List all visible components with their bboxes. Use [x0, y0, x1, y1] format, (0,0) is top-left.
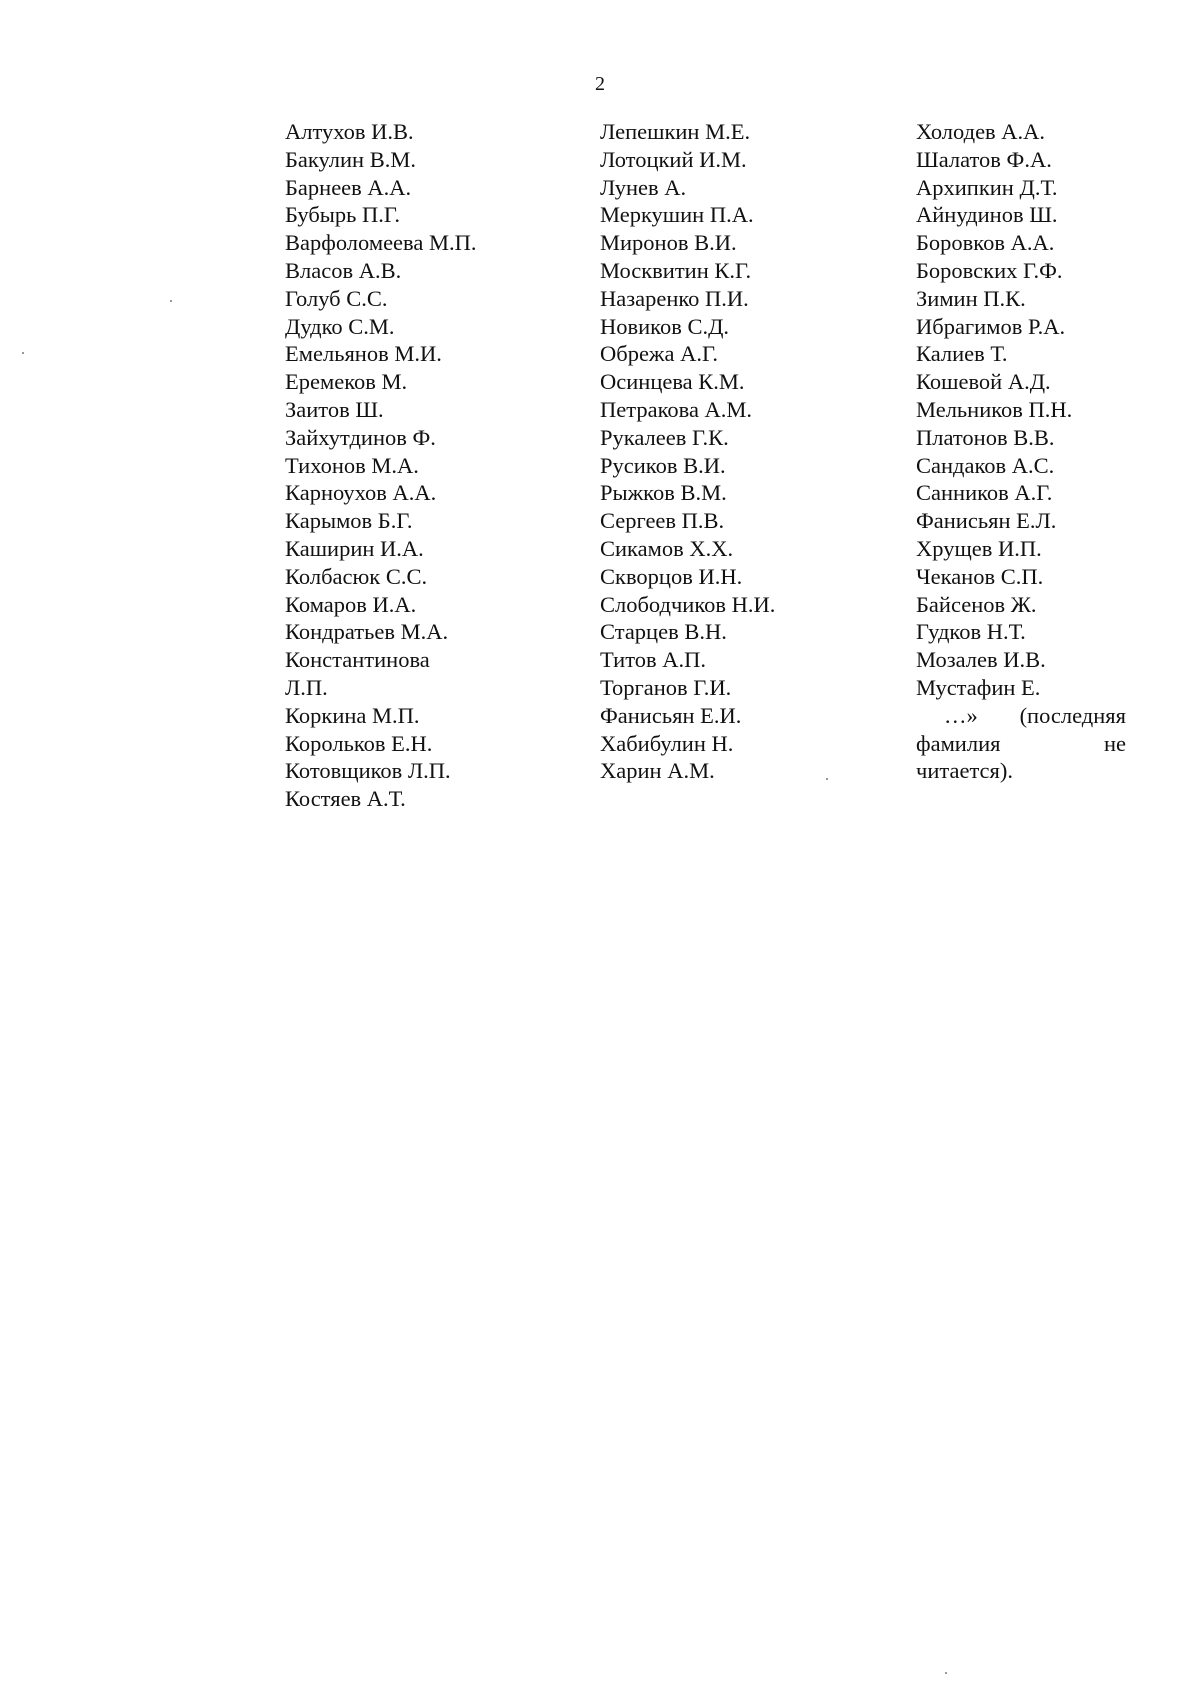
- name-entry: Карноухов А.А.: [285, 480, 437, 506]
- name-entry: Русиков В.И.: [600, 452, 726, 478]
- illegible-note: [916, 702, 1126, 785]
- name-entry: Карымов Б.Г.: [285, 508, 413, 534]
- name-entry: Кондратьев М.А.: [285, 619, 449, 645]
- name-column-1: [285, 118, 476, 813]
- name-entry: Лунев А.: [600, 174, 687, 200]
- name-entry: Миронов В.И.: [600, 230, 737, 256]
- scan-speck: [22, 352, 24, 354]
- name-entry: Емельянов М.И.: [285, 341, 442, 367]
- name-entry: Калиев Т.: [916, 341, 1008, 367]
- name-entry: Санников А.Г.: [916, 480, 1053, 506]
- note-ellipsis: …»: [944, 702, 978, 728]
- name-entry: Кошевой А.Д.: [916, 369, 1051, 395]
- name-column-3: [916, 118, 1126, 785]
- name-entry: Дудко С.М.: [285, 313, 395, 339]
- name-entry: Зайхутдинов Ф.: [285, 424, 436, 450]
- name-entry: Бакулин В.М.: [285, 146, 416, 172]
- name-entry: Варфоломеева М.П.: [285, 230, 477, 256]
- name-entry: Комаров И.А.: [285, 591, 417, 617]
- name-entry: Новиков С.Д.: [600, 313, 730, 339]
- name-entry: Алтухов И.В.: [285, 119, 414, 144]
- name-entry: Рыжков В.М.: [600, 480, 727, 506]
- name-entry: Торганов Г.И.: [600, 674, 732, 700]
- name-entry: Фанисьян Е.И.: [600, 702, 742, 728]
- scan-speck: [826, 778, 828, 780]
- name-entry: Барнеев А.А.: [285, 174, 412, 200]
- name-entry: Меркушин П.А.: [600, 202, 754, 228]
- name-entry: Боровских Г.Ф.: [916, 257, 1063, 283]
- name-entry: Тихонов М.А.: [285, 452, 419, 478]
- name-entry: Котовщиков Л.П.: [285, 758, 451, 784]
- name-entry: Мозалев И.В.: [916, 647, 1046, 673]
- name-entry: Лепешкин М.Е.: [600, 119, 751, 144]
- name-entry: Фанисьян Е.Л.: [916, 508, 1057, 534]
- note-text: читается).: [916, 758, 1013, 784]
- name-entry: Чеканов С.П.: [916, 563, 1044, 589]
- name-entry: Колбасюк С.С.: [285, 563, 428, 589]
- note-text: (последняя: [1019, 702, 1126, 728]
- name-entry: Хрущев И.П.: [916, 535, 1042, 561]
- name-entry: Мустафин Е.: [916, 674, 1041, 700]
- name-entry: Константинова: [285, 647, 430, 673]
- name-entry: Харин А.М.: [600, 758, 715, 784]
- name-entry: Осинцева К.М.: [600, 369, 745, 395]
- name-entry: Титов А.П.: [600, 647, 707, 673]
- name-entry: Сикамов Х.Х.: [600, 535, 734, 561]
- name-entry: Рукалеев Г.К.: [600, 424, 729, 450]
- name-entry: Бубырь П.Г.: [285, 202, 400, 228]
- name-entry: Сандаков А.С.: [916, 452, 1055, 478]
- name-entry: Каширин И.А.: [285, 535, 424, 561]
- page-number: 2: [595, 73, 605, 95]
- name-entry: Коркина М.П.: [285, 702, 420, 728]
- name-entry: Гудков Н.Т.: [916, 619, 1026, 645]
- note-text: фамилия: [916, 730, 1001, 756]
- name-entry: Власов А.В.: [285, 257, 402, 283]
- name-entry: Еремеков М.: [285, 369, 408, 395]
- name-entry: Москвитин К.Г.: [600, 257, 752, 283]
- name-entry: Скворцов И.Н.: [600, 563, 743, 589]
- name-entry: Корольков Е.Н.: [285, 730, 433, 756]
- name-entry: Архипкин Д.Т.: [916, 174, 1058, 200]
- name-entry: Заитов Ш.: [285, 396, 384, 422]
- name-entry: Платонов В.В.: [916, 424, 1055, 450]
- name-entry: Слободчиков Н.И.: [600, 591, 776, 617]
- name-entry: Зимин П.К.: [916, 285, 1026, 311]
- scan-speck: [170, 300, 172, 302]
- name-entry: Лотоцкий И.М.: [600, 146, 747, 172]
- name-entry: Старцев В.Н.: [600, 619, 727, 645]
- name-entry: Боровков А.А.: [916, 230, 1055, 256]
- name-entry: Ибрагимов Р.А.: [916, 313, 1066, 339]
- name-entry: Обрежа А.Г.: [600, 341, 719, 367]
- note-text: не: [1103, 730, 1126, 756]
- name-entry: Л.П.: [285, 674, 328, 700]
- name-entry: Назаренко П.И.: [600, 285, 749, 311]
- name-entry: Байсенов Ж.: [916, 591, 1037, 617]
- name-entry: Холодев А.А.: [916, 119, 1046, 144]
- name-entry: Мельников П.Н.: [916, 396, 1073, 422]
- name-entry: Костяев А.Т.: [285, 786, 406, 812]
- name-entry: Петракова А.М.: [600, 396, 753, 422]
- name-entry: Голуб С.С.: [285, 285, 388, 311]
- name-entry: Хабибулин Н.: [600, 730, 734, 756]
- name-column-2: [600, 118, 775, 785]
- scan-speck: [945, 1672, 947, 1674]
- name-entry: Сергеев П.В.: [600, 508, 725, 534]
- name-entry: Шалатов Ф.А.: [916, 146, 1052, 172]
- name-entry: Айнудинов Ш.: [916, 202, 1058, 228]
